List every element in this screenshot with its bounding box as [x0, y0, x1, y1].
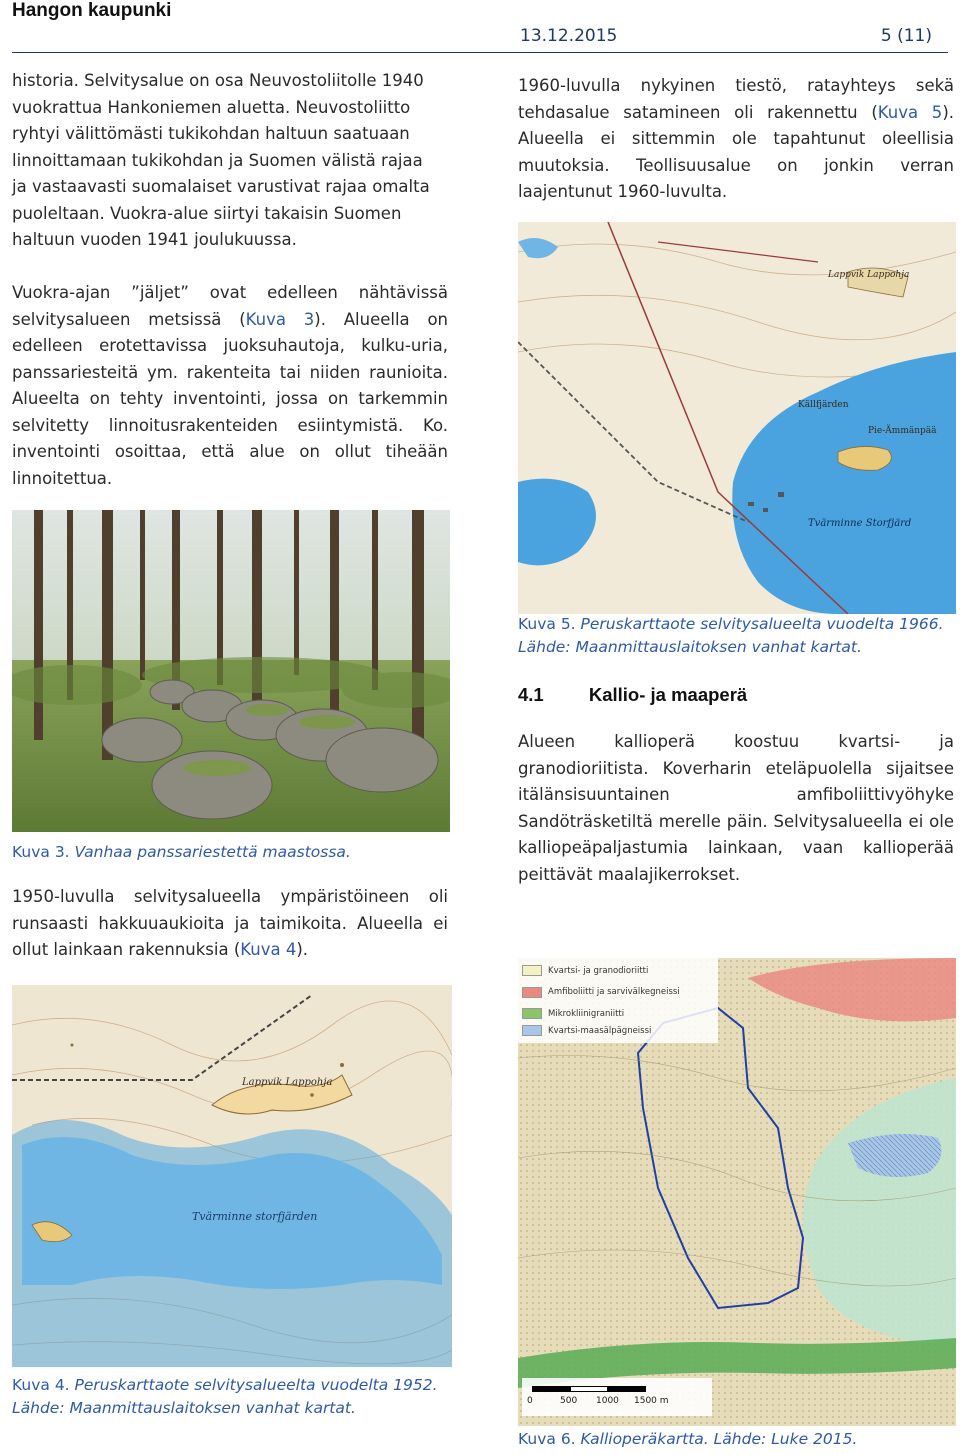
- paragraph-history: [12, 68, 448, 254]
- text-line: ja vastaavasti suomalaiset varustivat rajaa omalta: [12, 177, 430, 196]
- legend-item: Mikrokliinigraniitti: [522, 1005, 718, 1022]
- legend-swatch: [522, 1025, 542, 1036]
- figure-link-kuva-3[interactable]: Kuva 3: [245, 309, 315, 329]
- map-label-bay: Tvärminne storfjärden: [192, 1210, 318, 1223]
- document-date: 13.12.2015: [520, 26, 618, 46]
- legend-item: Kvartsi-maasälpägneissi: [522, 1022, 718, 1039]
- paragraph-1950s: 1950-luvulla selvitysalueella ympäristöineen oli runsaasti hakkuuaukioita ja taimikoita. Alueella ei ollut lainkaan rakennuksia (Kuva 4).: [12, 887, 448, 959]
- page-number: 5 (11): [880, 26, 932, 46]
- scale-bar: 0 500 1000 1500 m: [522, 1378, 712, 1416]
- paragraph-1960s: 1960-luvulla nykyinen tiestö, ratayhteys sekä tehdasalue satamineen oli rakennettu (Kuva 5). Alueella ei sittemmin ole tapahtunut oleellisia muutoksia. Teollisuusalue on jonkin verran laajentunut 1960-luvulta.: [518, 76, 954, 201]
- paragraph-traces: Vuokra-ajan ”jäljet” ovat edelleen nähtävissä selvitysalueen metsissä (Kuva 3). Alueella on edelleen erotettavissa juoksuhautoja, kulku-uria, panssariesteitä ym. rakenteita tai niiden raunioita. Alueelta on tehty inventointi, jossa on tarkemmin selvitetty linnoitusrakenteiden esiintymistä. Ko. inventointi osoittaa, että alue on ollut tiheään linnoitettua.: [12, 283, 449, 488]
- map-1966: [518, 222, 956, 614]
- figure-link-kuva-4[interactable]: Kuva 4: [240, 940, 297, 959]
- legend-swatch: [522, 1008, 542, 1019]
- caption-kuva-4: Kuva 4. Peruskarttaote selvitysalueelta vuodelta 1952. Lähde: Maanmittauslaitoksen vanhat kartat.: [12, 1376, 438, 1417]
- text-line: ryhtyi välittömästi tukikohdan haltuun saatuaan: [12, 124, 410, 143]
- text-line: historia. Selvitysalue on osa Neuvostoliitolle 1940: [12, 71, 424, 90]
- header-divider: [12, 52, 948, 53]
- map-1952: [12, 985, 452, 1367]
- legend-swatch: [522, 965, 542, 976]
- map-label-island-right: Pie-Ämmänpää: [868, 426, 937, 436]
- caption-kuva-6: Kuva 6. Kallioperäkartta. Lähde: Luke 2015.: [518, 1430, 858, 1448]
- forest-photo: [12, 510, 450, 832]
- caption-kuva-3: Kuva 3. Vanhaa panssariestettä maastossa.: [12, 843, 351, 861]
- map-label-place: Lappvik Lappohja: [242, 1077, 333, 1088]
- bedrock-map: [518, 958, 956, 1426]
- section-title: Kallio- ja maaperä: [588, 684, 748, 705]
- caption-kuva-5: Kuva 5. Peruskarttaote selvitysalueelta vuodelta 1966. Lähde: Maanmittauslaitoksen vanhat kartat.: [518, 615, 944, 656]
- map-label-bay: Tvärminne Storfjärd: [808, 518, 912, 529]
- text-line: haltuun vuoden 1941 joulukuussa.: [12, 230, 297, 249]
- section-heading: [518, 684, 747, 706]
- section-number: 4.1: [518, 684, 544, 705]
- map-label-island-left: Källfjärden: [798, 400, 849, 410]
- text-line: vuokrattua Hankoniemen aluetta. Neuvostoliitto: [12, 97, 411, 117]
- legend-swatch: [522, 987, 542, 998]
- text-line: linnoittamaan tukikohdan ja Suomen välistä rajaa: [12, 150, 423, 170]
- text-line: puoleltaan. Vuokra-alue siirtyi takaisin Suomen: [12, 203, 402, 223]
- legend-item: Amfiboliitti ja sarvivälkegneissi: [522, 979, 718, 1005]
- organization-name: Hangon kaupunki: [12, 0, 172, 21]
- paragraph-bedrock: Alueen kallioperä koostuu kvartsi- ja granodioriitista. Koverharin eteläpuolella sijaitsee itälänsisuuntainen amfiboliittivyöhyke Sandöträsketiltä merelle päin. Selvitysalueella ei ole kalliopeäpaljastumia lainkaan, vaan kallioperää peittävät maalajikerrokset.: [518, 732, 954, 884]
- legend-item: Kvartsi- ja granodioriitti: [522, 962, 718, 979]
- figure-link-kuva-5[interactable]: Kuva 5: [877, 102, 943, 122]
- map-label-place: Lappvik Lappohja: [828, 270, 910, 280]
- map-legend: [518, 958, 718, 1043]
